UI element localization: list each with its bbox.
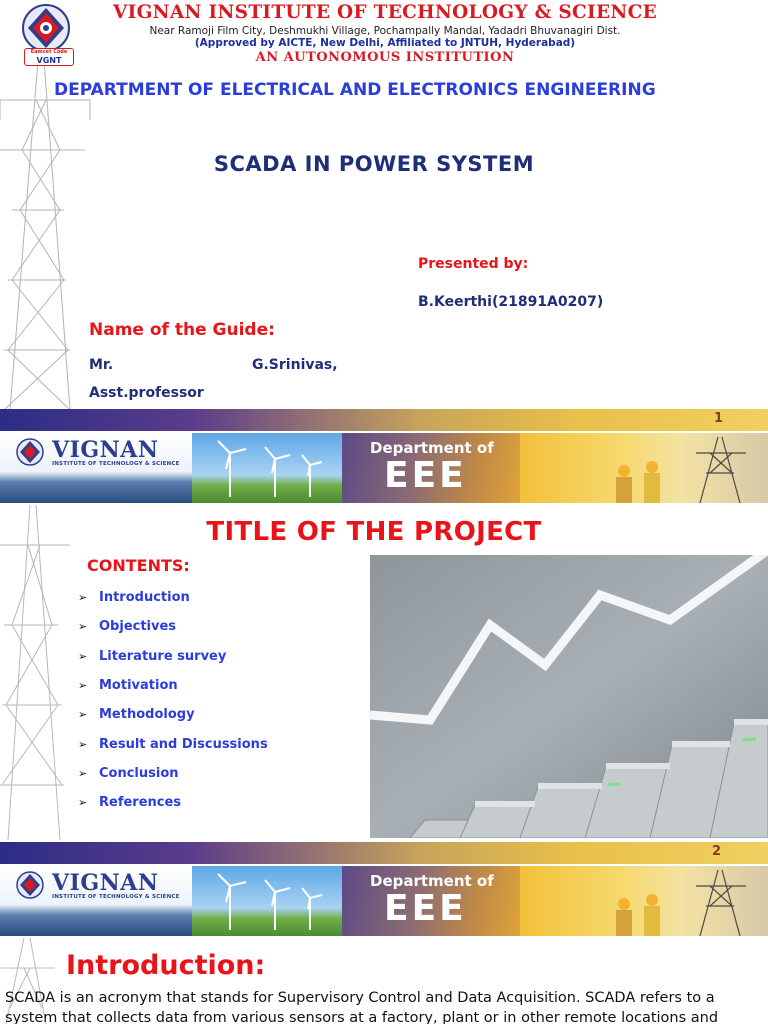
institute-name: VIGNAN INSTITUTE OF TECHNOLOGY & SCIENCE: [112, 2, 658, 23]
list-item: [78, 759, 358, 788]
list-item-label: Methodology: [99, 707, 195, 723]
list-item-label: Objectives: [99, 619, 177, 635]
slide-1: [0, 0, 768, 433]
list-item-label: Introduction: [99, 590, 190, 606]
arrow-bullet-icon: ➢: [78, 679, 88, 693]
arrow-bullet-icon: ➢: [78, 796, 88, 810]
arrow-bullet-icon: ➢: [78, 649, 88, 663]
arrow-bullet-icon: ➢: [78, 766, 88, 780]
engineers-tower-icon: [600, 433, 760, 503]
contents-label: CONTENTS:: [87, 556, 190, 575]
contents-list: [78, 583, 358, 817]
eee-label: EEE: [384, 888, 467, 929]
wind-turbine-icon: [200, 872, 330, 930]
slide-footer-bar: [0, 842, 768, 864]
list-item-label: Literature survey: [99, 648, 227, 664]
growth-stairs-image: [370, 555, 768, 838]
institute-address: Near Ramoji Film City, Deshmukhi Village, Pochampally Mandal, Yadadri Bhuvanagiri Dist.: [149, 25, 621, 37]
guide-designation: Asst.professor: [89, 385, 204, 401]
eamcet-code-badge: [24, 48, 74, 66]
presenter-name: B.Keerthi(21891A0207): [418, 294, 604, 310]
introduction-heading: Introduction:: [66, 950, 266, 981]
eamcet-label: Eamcet Code: [30, 49, 68, 55]
project-title-heading: TITLE OF THE PROJECT: [206, 517, 542, 547]
page-number: 2: [712, 844, 722, 859]
list-item: [78, 583, 358, 612]
department-of-label: Department of: [370, 872, 494, 890]
introduction-paragraph: [5, 988, 768, 1024]
autonomous-label: AN AUTONOMOUS INSTITUTION: [255, 50, 515, 65]
list-item-label: Motivation: [99, 678, 178, 694]
arrow-bullet-icon: ➢: [78, 591, 88, 605]
eee-label: EEE: [384, 455, 467, 496]
department-banner: [0, 433, 768, 503]
paragraph-line: system that collects data from various sensors at a factory, plant or in other remote locations and: [5, 1010, 719, 1024]
arrow-bullet-icon: ➢: [78, 620, 88, 634]
arrow-bullet-icon: ➢: [78, 708, 88, 722]
engineers-tower-icon: [600, 866, 760, 936]
department-of-label: Department of: [370, 439, 494, 457]
wind-turbine-icon: [200, 439, 330, 497]
page-number: 1: [714, 411, 724, 426]
list-item: [78, 642, 358, 671]
transmission-tower-illustration: [0, 505, 80, 840]
list-item: [78, 788, 358, 817]
guide-name: G.Srinivas,: [252, 357, 338, 373]
arrow-bullet-icon: ➢: [78, 737, 88, 751]
presented-by-label: Presented by:: [418, 256, 529, 272]
vignan-wordmark: VIGNAN: [52, 870, 159, 896]
transmission-tower-illustration: [0, 60, 100, 410]
institute-approval: (Approved by AICTE, New Delhi, Affiliated to JNTUH, Hyderabad): [194, 37, 576, 49]
list-item: [78, 612, 358, 641]
vignan-subtitle: INSTITUTE OF TECHNOLOGY & SCIENCE: [52, 894, 180, 900]
guide-label: Name of the Guide:: [89, 320, 275, 340]
list-item: [78, 671, 358, 700]
vignan-logo-icon: [10, 437, 50, 467]
department-title: DEPARTMENT OF ELECTRICAL AND ELECTRONICS ENGINEERING: [54, 80, 656, 100]
presentation-title: SCADA IN POWER SYSTEM: [213, 152, 535, 176]
list-item-label: Result and Discussions: [99, 736, 268, 752]
eamcet-code: VGNT: [36, 56, 62, 65]
list-item: [78, 700, 358, 729]
paragraph-line: SCADA is an acronym that stands for Supervisory Control and Data Acquisition. SCADA refers to a: [5, 990, 715, 1006]
vignan-subtitle: INSTITUTE OF TECHNOLOGY & SCIENCE: [52, 461, 180, 467]
vignan-logo-icon: [10, 870, 50, 900]
vignan-wordmark: VIGNAN: [52, 437, 159, 463]
list-item-label: References: [99, 795, 182, 811]
list-item: [78, 729, 358, 758]
slide-footer-bar: [0, 409, 768, 431]
department-banner: [0, 866, 768, 936]
guide-prefix: Mr.: [89, 357, 114, 373]
list-item-label: Conclusion: [99, 765, 179, 781]
